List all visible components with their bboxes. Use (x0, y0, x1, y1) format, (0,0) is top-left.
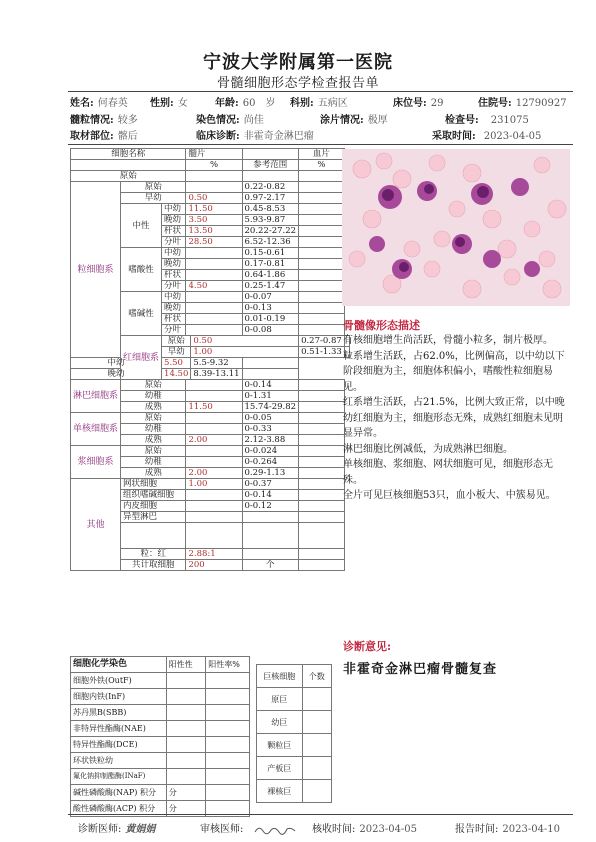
subgroup-baso: 嗜碱性 (121, 292, 162, 336)
morphology-line: 单核细胞、浆细胞、网状细胞可见，细胞形态无殊。 (343, 459, 553, 486)
header-spacer-2 (71, 160, 186, 171)
table-row: 早幼 1.00 0.51-1.33 (71, 347, 350, 358)
mega-title: 巨核细胞 (257, 665, 303, 688)
table-row: 幼稚 0-0.33 (71, 424, 350, 435)
clinical-diagnosis: 临床诊断: 非霍奇金淋巴瘤 (196, 131, 314, 142)
table-row: 内皮细胞 0-0.12 (71, 501, 350, 512)
table-row: 异型淋巴 (71, 512, 350, 523)
table-row: 晚幼 0-0.13 (71, 303, 350, 314)
morphology-line: 全片可见巨核细胞53只，血小板大、中簇易见。 (343, 490, 556, 501)
morphology-title: 骨髓像形态描述 (343, 319, 420, 332)
sample-site: 取材部位: 髂后 (70, 131, 138, 142)
table-row: 组织嗜碱细胞 0-0.14 (71, 490, 350, 501)
table-row: 粒细胞系 原始 0.22-0.82 (71, 182, 350, 193)
table-row: 杆状 13.50 20.22-27.22 (71, 226, 350, 237)
cyto-row: 苏丹黑B(SBB) (71, 705, 250, 721)
group-mono: 单核细胞系 (71, 413, 121, 446)
table-subheader-row (71, 160, 350, 171)
table-row: 成熟 2.00 0.29-1.13 (71, 468, 350, 479)
doctor-signature: 黄娟娟 (125, 824, 156, 835)
table-row: 嗜酸性 中幼 0.15-0.61 (71, 248, 350, 259)
cyto-pos-col: 阳性性 (166, 657, 206, 673)
patient-gender: 性别: 女 (150, 98, 188, 109)
mega-row: 产板巨 (257, 757, 332, 780)
mega-count-col: 个数 (302, 665, 332, 688)
cytochemistry-table (70, 656, 250, 817)
header-blood-pct: % (299, 160, 345, 171)
marrow-smear-image (342, 149, 570, 306)
table-row: 红细胞系 原始 0.50 0.27-0.87 (71, 336, 350, 347)
smear-illustration (342, 149, 570, 306)
patient-bed: 床位号: 29 (393, 98, 444, 109)
header-marrow: 髓片 (186, 149, 242, 160)
table-row: 晚幼 14.50 8.39-13.11 (71, 369, 350, 380)
hospital-name: 宁波大学附属第一医院 (203, 52, 393, 73)
table-row: 中幼 5.50 5.5-9.32 (71, 358, 350, 369)
group-erythroid: 红细胞系 (121, 336, 162, 380)
divider-footer (68, 814, 573, 815)
cyto-row: 特异性酯酶(DCE) (71, 737, 250, 753)
group-plasma: 浆细胞系 (71, 446, 121, 479)
table-row: 杆状 0.64-1.86 (71, 270, 350, 281)
cyto-row: 细胞外铁(OutF) (71, 673, 250, 689)
total-label: 共计取细胞 (121, 560, 186, 571)
header-ref: 参考范围 (242, 160, 299, 171)
table-row: 原始 (71, 171, 350, 182)
table-header-row (71, 149, 350, 160)
morphology-line: 粒系增生活跃，占62.0%，比例偏高，以中幼以下阶段细胞为主，细胞体积偏小，嗜酸性粒细胞易见。 (343, 350, 565, 393)
subgroup-eosino: 嗜酸性 (121, 248, 162, 292)
patient-name: 姓名: 何春英 (70, 98, 128, 109)
sample-date: 采取时间: 2023-04-05 (432, 131, 542, 142)
morphology-line: 有核细胞增生尚活跃，骨髓小粒多，制片极厚。 (343, 335, 553, 346)
patient-age: 年龄: 60 岁 (215, 98, 276, 109)
ratio-value: 2.88:1 (186, 549, 242, 560)
subgroup-neutro: 中性 (121, 204, 162, 248)
mega-row: 幼巨 (257, 711, 332, 734)
cyto-title: 细胞化学染色 (71, 657, 167, 673)
group-granulocyte: 粒细胞系 (71, 182, 121, 358)
diagnosis-title: 诊断意见: (343, 640, 392, 653)
divider-top (68, 91, 573, 92)
report-title: 骨髓细胞形态学检查报告单 (216, 76, 379, 91)
cell-count-table (70, 148, 350, 571)
patient-admission: 住院号: 12790927 (478, 98, 567, 109)
morphology-line: 淋巴细胞比例减低，为成熟淋巴细胞。 (343, 443, 513, 455)
morphology-description (343, 333, 571, 504)
mega-header-row (257, 665, 332, 688)
cyto-row: 酸性磷酸酶(ACP) 积分 分 (71, 801, 250, 817)
table-row: 分叶 4.50 0.25-1.47 (71, 281, 350, 292)
reviewing-doctor: 审核医师: (200, 820, 297, 836)
megakaryocyte-table (256, 664, 332, 803)
cyto-header-row (71, 657, 250, 673)
header-spacer (242, 149, 299, 160)
cyto-row: 碱性磷酸酶(NAP) 积分 分 (71, 785, 250, 801)
diagnosing-doctor: 诊断医师: 黄娟娟 (78, 824, 156, 835)
table-row: 成熟 2.00 2.12-3.88 (71, 435, 350, 446)
cyto-row: 氟化钠抑制酯酶(INaF) (71, 769, 250, 785)
patient-dept: 科别: 五病区 (290, 98, 348, 109)
table-row: 分叶 0-0.08 (71, 325, 350, 336)
test-number: 检查号: 231075 (445, 115, 529, 126)
table-row: 成熟 11.50 15.74-29.82 (71, 402, 350, 413)
granule-status: 髓粒情况: 较多 (70, 115, 138, 126)
total-value: 200 (186, 560, 242, 571)
mega-row: 颗粒巨 (257, 734, 332, 757)
table-row: 幼稚 0-0.264 (71, 457, 350, 468)
header-cell-name: 细胞名称 (71, 149, 186, 160)
table-row: 浆细胞系 原始 0-0.024 (71, 446, 350, 457)
table-row: 嗜碱性 中幼 0-0.07 (71, 292, 350, 303)
smear-status: 涂片情况: 极厚 (320, 115, 388, 126)
table-row: 晚幼 3.50 5.93-9.87 (71, 215, 350, 226)
group-lymph: 淋巴细胞系 (71, 380, 121, 413)
mega-row: 原巨 (257, 688, 332, 711)
table-row: 晚幼 0.17-0.81 (71, 259, 350, 270)
table-row: 其他 网状细胞 1.00 0-0.37 (71, 479, 350, 490)
group-other: 其他 (71, 479, 121, 571)
cyto-row: 细胞内铁(InF) (71, 689, 250, 705)
cyto-row: 环状铁粒幼 (71, 753, 250, 769)
table-row: 早幼 0.50 0.97-2.17 (71, 193, 350, 204)
mega-row: 裸核巨 (257, 780, 332, 803)
review-time: 核收时间: 2023-04-05 (312, 824, 418, 835)
reviewer-signature (253, 824, 297, 836)
table-row: 单核细胞系 原始 0-0.05 (71, 413, 350, 424)
divider-header (68, 144, 573, 145)
table-row: 中性 中幼 11.50 0.45-8.53 (71, 204, 350, 215)
header-blood: 血片 (299, 149, 345, 160)
total-unit: 个 (242, 560, 299, 571)
morphology-line: 红系增生活跃，占21.5%，比例大致正常，以中晚幼红细胞为主，细胞形态无殊，成熟红细胞未见明显异常。 (343, 397, 565, 439)
cyto-rate-col: 阳性率% (206, 657, 250, 673)
report-time: 报告时间: 2023-04-10 (455, 824, 561, 835)
header-percent: % (186, 160, 242, 171)
table-row: 分叶 28.50 6.52-12.36 (71, 237, 350, 248)
diagnosis-text: 非霍奇金淋巴瘤骨髓复查 (343, 662, 498, 677)
stain-status: 染色情况: 尚佳 (196, 115, 264, 126)
table-row: 淋巴细胞系 原始 0-0.14 (71, 380, 350, 391)
ratio-label: 粒：红 (121, 549, 186, 560)
table-row: 幼稚 0-1.31 (71, 391, 350, 402)
cyto-row: 非特异性酯酶(NAE) (71, 721, 250, 737)
table-row: 杆状 0.01-0.19 (71, 314, 350, 325)
